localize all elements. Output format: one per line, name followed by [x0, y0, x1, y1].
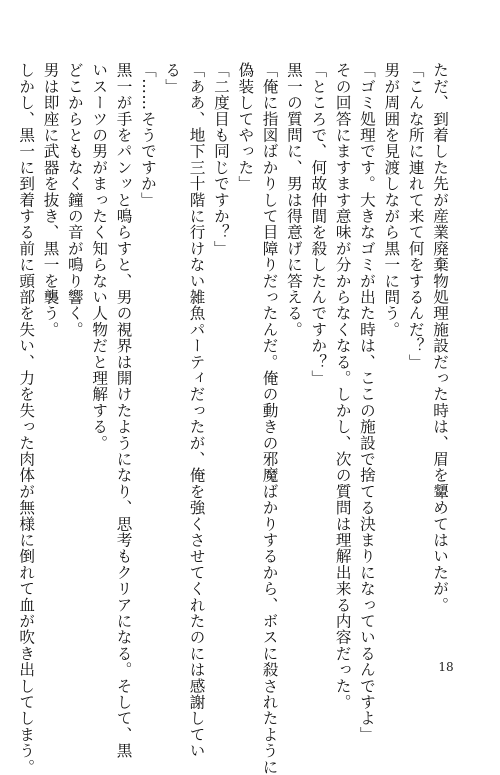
text-line: 「ああ、地下三十階に行けない雑魚パーティだったが、俺を強くさせてくれたのには感謝してい: [187, 62, 206, 759]
text-line: その回答にますます意味が分からなくなる。しかし、次の質問は理解出来る内容だった。: [333, 62, 352, 710]
text-line: 「……そうですか」: [138, 62, 157, 208]
text-line: 男が周囲を見渡しながら黒一に問う。: [382, 62, 401, 338]
page-number: 18: [438, 660, 454, 674]
text-line: 「ゴミ処理です。大きなゴミが出た時は、ここの施設で捨てる決まりになっているんですよ」: [357, 62, 376, 743]
text-line: どこからともなく鐘の音が鳴り響く。: [65, 62, 84, 338]
text-line: 「俺に指図ばかりして目障りだったんだ。俺の動きの邪魔ばかりするから、ボスに殺されたように: [260, 62, 279, 775]
text-line: ただ、到着した先が産業廃棄物処理施設だった時は、眉を顰めてはいたが。: [431, 62, 449, 613]
text-line: いスーツの男がまったく知らない人物だと理解する。: [90, 62, 109, 451]
text-line: しかし、黒一に到着する前に頭部を失い、力を失った肉体が無様に倒れて血が吹き出してしまう。: [17, 62, 36, 775]
text-line: 「ところで、何故仲間を殺したんですか？」: [309, 62, 328, 386]
text-line: る」: [163, 62, 182, 95]
text-line: 偽装してやった」: [236, 62, 255, 192]
text-line: 男は即座に武器を抜き、黒一を襲う。: [41, 62, 60, 338]
text-line: 「二度目も同じですか？」: [211, 62, 230, 257]
text-line: 「こんな所に連れて来て何をするんだ？」: [406, 62, 425, 370]
text-line: 黒一の質問に、男は得意げに答える。: [284, 62, 303, 338]
text-line: 黒一が手をパンッと鳴らすと、男の視界は開けたようになり、思考もクリアになる。そして、黒: [114, 62, 133, 759]
